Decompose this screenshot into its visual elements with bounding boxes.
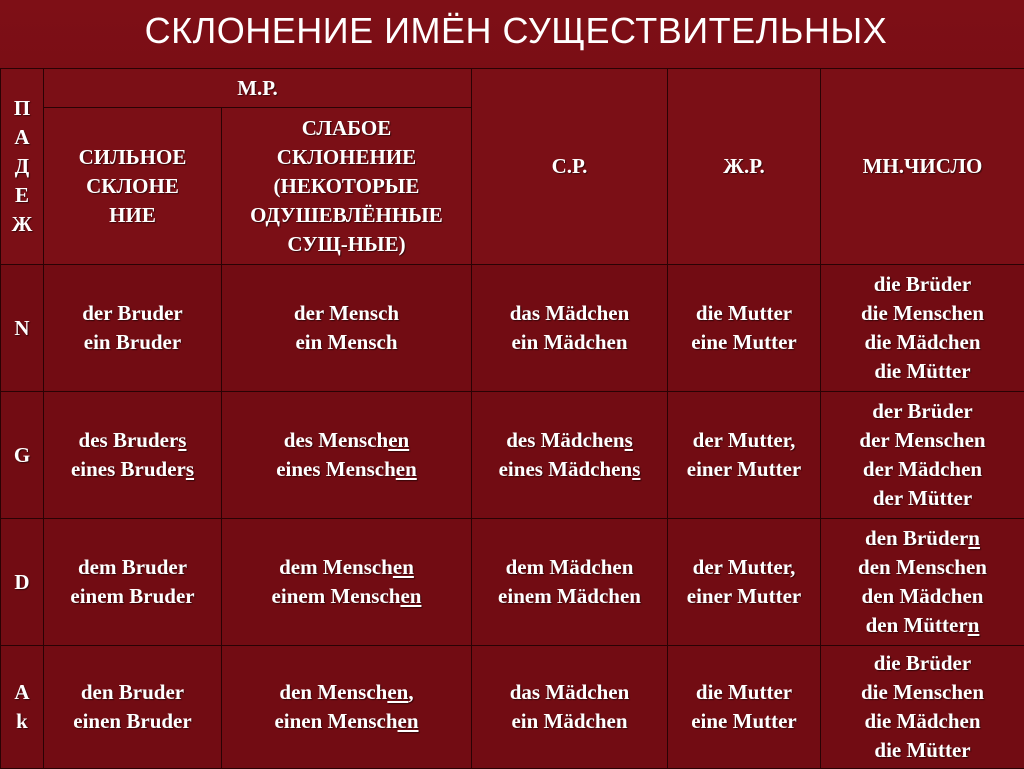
neuter-header: С.Р. bbox=[472, 69, 668, 265]
word-stem: der Mutter, bbox=[693, 555, 796, 579]
weak-form-cell bbox=[222, 646, 472, 769]
word-stem: die Mütter bbox=[874, 738, 970, 762]
word-form bbox=[668, 299, 820, 328]
strong-form-cell bbox=[44, 392, 222, 519]
word-stem: ein Mädchen bbox=[511, 330, 627, 354]
table-row bbox=[1, 646, 1024, 769]
word-form bbox=[472, 553, 667, 582]
feminine-header: Ж.Р. bbox=[668, 69, 821, 265]
word-form bbox=[821, 736, 1024, 765]
table-row bbox=[1, 392, 1024, 519]
neuter-form-cell bbox=[472, 519, 668, 646]
word-form bbox=[44, 553, 221, 582]
word-stem: ein Mädchen bbox=[511, 709, 627, 733]
case-label: N bbox=[1, 314, 43, 343]
word-ending: s bbox=[632, 457, 640, 481]
word-ending: en bbox=[388, 428, 409, 452]
strong-form-cell bbox=[44, 519, 222, 646]
word-form bbox=[668, 678, 820, 707]
word-stem: der Mädchen bbox=[863, 457, 982, 481]
word-form bbox=[222, 299, 471, 328]
word-stem: den Brüder bbox=[865, 526, 968, 550]
word-form bbox=[222, 707, 471, 736]
word-stem: der Brüder bbox=[872, 399, 973, 423]
word-stem: einer Mutter bbox=[687, 457, 801, 481]
weak-form-cell bbox=[222, 392, 472, 519]
word-stem: die Mutter bbox=[696, 301, 792, 325]
word-form bbox=[222, 455, 471, 484]
word-form bbox=[821, 678, 1024, 707]
word-form bbox=[821, 707, 1024, 736]
word-ending: en bbox=[393, 555, 414, 579]
feminine-form-cell bbox=[668, 392, 821, 519]
word-stem: eine Mutter bbox=[691, 330, 797, 354]
word-form bbox=[821, 582, 1024, 611]
case-letter: Д bbox=[1, 152, 43, 181]
weak-form-cell bbox=[222, 265, 472, 392]
word-form bbox=[472, 678, 667, 707]
word-stem: den Bruder bbox=[81, 680, 184, 704]
case-letter: Ж bbox=[1, 210, 43, 239]
word-stem: der Bruder bbox=[82, 301, 183, 325]
plural-form-cell bbox=[821, 265, 1024, 392]
word-stem: den Mensch bbox=[279, 680, 387, 704]
word-form bbox=[44, 328, 221, 357]
weak-declension-header bbox=[222, 108, 472, 265]
word-form bbox=[821, 357, 1024, 386]
word-form bbox=[44, 299, 221, 328]
case-letter: А bbox=[1, 123, 43, 152]
header-line: СКЛОНЕНИЕ bbox=[222, 143, 471, 172]
word-form bbox=[821, 328, 1024, 357]
word-form bbox=[821, 611, 1024, 640]
strong-form-cell bbox=[44, 646, 222, 769]
plural-header: МН.ЧИСЛО bbox=[821, 69, 1024, 265]
word-stem: der Menschen bbox=[859, 428, 985, 452]
word-form bbox=[668, 582, 820, 611]
plural-form-cell bbox=[821, 646, 1024, 769]
word-ending: s bbox=[186, 457, 194, 481]
word-form bbox=[668, 553, 820, 582]
word-form bbox=[44, 707, 221, 736]
strong-form-cell bbox=[44, 265, 222, 392]
word-stem: der Mütter bbox=[873, 486, 972, 510]
word-stem: einem Mädchen bbox=[498, 584, 641, 608]
word-stem: dem Mädchen bbox=[506, 555, 634, 579]
case-cell bbox=[1, 392, 44, 519]
word-stem: einen Mensch bbox=[274, 709, 397, 733]
case-label: G bbox=[1, 441, 43, 470]
masculine-header: М.Р. bbox=[44, 69, 472, 108]
case-cell bbox=[1, 646, 44, 769]
word-form bbox=[668, 426, 820, 455]
word-stem: einen Bruder bbox=[73, 709, 191, 733]
word-stem: der Mensch bbox=[294, 301, 399, 325]
word-stem: eines Mensch bbox=[276, 457, 396, 481]
word-form bbox=[472, 299, 667, 328]
word-form bbox=[668, 455, 820, 484]
word-stem: einem Mensch bbox=[272, 584, 401, 608]
word-form bbox=[222, 678, 471, 707]
word-ending: en bbox=[400, 584, 421, 608]
neuter-form-cell bbox=[472, 646, 668, 769]
word-stem: ein Mensch bbox=[295, 330, 397, 354]
word-stem: die Brüder bbox=[874, 651, 971, 675]
word-form bbox=[821, 299, 1024, 328]
word-stem: die Menschen bbox=[861, 301, 984, 325]
word-ending: en bbox=[398, 709, 419, 733]
plural-form-cell bbox=[821, 392, 1024, 519]
word-form bbox=[821, 649, 1024, 678]
neuter-form-cell bbox=[472, 265, 668, 392]
word-form bbox=[222, 328, 471, 357]
word-stem: ein Bruder bbox=[84, 330, 181, 354]
word-form bbox=[222, 426, 471, 455]
word-ending: n bbox=[968, 526, 980, 550]
header-line: НИЕ bbox=[44, 201, 221, 230]
plural-form-cell bbox=[821, 519, 1024, 646]
word-stem: das Mädchen bbox=[510, 680, 630, 704]
word-stem: einer Mutter bbox=[687, 584, 801, 608]
header-line: (НЕКОТОРЫЕ bbox=[222, 172, 471, 201]
word-form bbox=[472, 455, 667, 484]
word-stem: des Mädchen bbox=[506, 428, 624, 452]
word-punctuation: , bbox=[408, 680, 413, 704]
header-line: ОДУШЕВЛЁННЫЕ bbox=[222, 201, 471, 230]
header-line: СКЛОНЕ bbox=[44, 172, 221, 201]
header-line: СУЩ-НЫЕ) bbox=[222, 230, 471, 259]
case-cell bbox=[1, 519, 44, 646]
word-stem: der Mutter, bbox=[693, 428, 796, 452]
word-stem: die Menschen bbox=[861, 680, 984, 704]
word-stem: die Mädchen bbox=[864, 709, 980, 733]
case-letter: П bbox=[1, 94, 43, 123]
weak-form-cell bbox=[222, 519, 472, 646]
word-form bbox=[821, 524, 1024, 553]
header-line: СИЛЬНОЕ bbox=[44, 143, 221, 172]
word-form bbox=[222, 553, 471, 582]
word-stem: die Mütter bbox=[874, 359, 970, 383]
word-stem: des Bruder bbox=[79, 428, 179, 452]
feminine-form-cell bbox=[668, 519, 821, 646]
declension-table bbox=[0, 68, 1024, 769]
word-stem: den Mütter bbox=[866, 613, 968, 637]
word-stem: das Mädchen bbox=[510, 301, 630, 325]
case-label: k bbox=[1, 707, 43, 736]
word-form bbox=[472, 707, 667, 736]
case-column-header bbox=[1, 69, 44, 265]
strong-declension-header bbox=[44, 108, 222, 265]
word-form bbox=[668, 707, 820, 736]
word-ending: en bbox=[396, 457, 417, 481]
word-form bbox=[668, 328, 820, 357]
word-form bbox=[44, 426, 221, 455]
table-row bbox=[1, 265, 1024, 392]
case-label: D bbox=[1, 568, 43, 597]
word-form bbox=[821, 397, 1024, 426]
word-stem: dem Bruder bbox=[78, 555, 187, 579]
word-stem: den Menschen bbox=[858, 555, 987, 579]
word-form bbox=[44, 678, 221, 707]
word-form bbox=[44, 455, 221, 484]
word-stem: die Mutter bbox=[696, 680, 792, 704]
word-stem: die Brüder bbox=[874, 272, 971, 296]
word-stem: den Mädchen bbox=[862, 584, 984, 608]
word-stem: eines Bruder bbox=[71, 457, 186, 481]
word-ending: s bbox=[178, 428, 186, 452]
word-stem: dem Mensch bbox=[279, 555, 393, 579]
word-ending: en bbox=[387, 680, 408, 704]
word-form bbox=[472, 582, 667, 611]
case-label: A bbox=[1, 678, 43, 707]
word-stem: eine Mutter bbox=[691, 709, 797, 733]
neuter-form-cell bbox=[472, 392, 668, 519]
word-stem: einem Bruder bbox=[70, 584, 194, 608]
feminine-form-cell bbox=[668, 646, 821, 769]
word-form bbox=[821, 426, 1024, 455]
feminine-form-cell bbox=[668, 265, 821, 392]
word-form bbox=[821, 553, 1024, 582]
word-form bbox=[472, 328, 667, 357]
word-form bbox=[821, 455, 1024, 484]
word-ending: n bbox=[968, 613, 980, 637]
word-form bbox=[44, 582, 221, 611]
word-form bbox=[472, 426, 667, 455]
case-cell bbox=[1, 265, 44, 392]
word-form bbox=[821, 270, 1024, 299]
word-stem: die Mädchen bbox=[864, 330, 980, 354]
table-row bbox=[1, 519, 1024, 646]
word-stem: eines Mädchen bbox=[499, 457, 633, 481]
word-form bbox=[821, 484, 1024, 513]
word-ending: s bbox=[625, 428, 633, 452]
word-stem: des Mensch bbox=[284, 428, 388, 452]
page-title: СКЛОНЕНИЕ ИМЁН СУЩЕСТВИТЕЛЬНЫХ bbox=[0, 0, 1024, 66]
header-line: СЛАБОЕ bbox=[222, 114, 471, 143]
word-form bbox=[222, 582, 471, 611]
case-letter: Е bbox=[1, 181, 43, 210]
